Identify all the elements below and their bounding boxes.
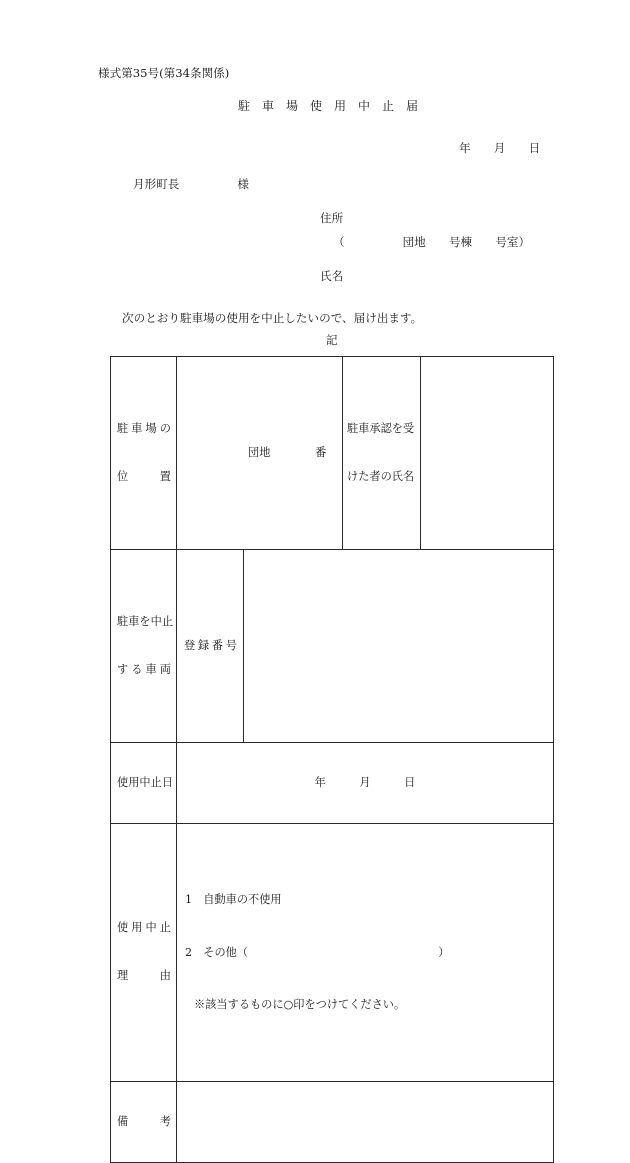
label-char: を	[139, 615, 151, 628]
label-char: 備	[117, 1114, 129, 1128]
label-char: 置	[159, 470, 171, 483]
reason-note: ※該当するものに○印をつけてください。	[194, 998, 406, 1011]
address-detail: （ 団地 号棟 号室）	[333, 235, 531, 249]
label-char: 録	[197, 639, 210, 652]
table-row-vehicle	[111, 550, 554, 743]
label-char: 止	[161, 615, 174, 628]
location-label-line2	[117, 469, 171, 485]
label-char: の	[159, 422, 171, 435]
vehicle-label-cell	[111, 550, 177, 743]
name-label: 氏名	[320, 269, 344, 283]
document-title: 駐 車 場 使 用 中 止 届	[238, 99, 419, 113]
label-char: 止	[150, 776, 162, 789]
approval-label-line2: けた者の氏名	[347, 470, 415, 483]
remarks-label-cell	[111, 1081, 177, 1162]
reason-options-cell	[177, 824, 554, 1082]
registration-label-cell	[177, 550, 244, 743]
submission-date: 年 月 日	[459, 141, 541, 155]
label-char: 日	[161, 776, 174, 789]
label-char: 車	[145, 663, 157, 676]
label-char: 号	[225, 639, 237, 652]
approval-label-line1: 駐車承認を受	[347, 422, 415, 435]
label-char: 番	[211, 639, 224, 652]
remarks-field	[177, 1081, 554, 1162]
label-char: 駐	[117, 615, 129, 628]
label-char: 使	[117, 921, 129, 935]
reason-option-1: 1 自動車の不使用	[185, 893, 282, 906]
ki-heading: 記	[326, 333, 338, 347]
label-char: 位	[117, 470, 129, 483]
label-char: 登	[184, 639, 196, 652]
vehicle-label-line2	[117, 662, 171, 678]
reason-option-2: 2 その他（ ）	[185, 945, 450, 959]
label-char: 場	[145, 422, 157, 435]
addressee: 月形町長 様	[133, 177, 249, 191]
label-char: 由	[159, 969, 171, 983]
label-char: 中	[145, 921, 157, 935]
stop-date-label	[117, 775, 174, 791]
location-value: 団地 番	[248, 446, 327, 459]
label-char: 用	[128, 776, 140, 789]
label-char: 中	[150, 615, 162, 628]
stop-date-label-cell	[111, 743, 177, 824]
label-char: 考	[159, 1114, 171, 1128]
table-row-stop-date	[111, 743, 554, 824]
table-row-reason	[111, 824, 554, 1082]
registration-number-field	[244, 550, 554, 743]
address-label: 住所	[320, 211, 344, 225]
location-label-cell	[111, 357, 177, 550]
label-char: 理	[117, 969, 129, 983]
label-char: 駐	[117, 422, 129, 435]
remarks-label	[117, 1114, 171, 1130]
reason-label-line1	[117, 920, 171, 936]
label-char: 使	[117, 776, 129, 789]
label-char: 両	[159, 663, 171, 676]
reason-label-line2	[117, 968, 171, 984]
registration-label	[184, 638, 237, 654]
label-char: 用	[131, 921, 143, 935]
notification-table	[110, 356, 554, 1163]
table-row-remarks	[111, 1081, 554, 1162]
table-row-location	[111, 357, 554, 550]
location-value-cell	[177, 357, 343, 550]
reason-label-cell	[111, 824, 177, 1082]
label-char: 車	[131, 422, 143, 435]
label-char: 中	[139, 776, 151, 789]
label-char: る	[131, 663, 143, 676]
approval-label-cell	[343, 357, 421, 550]
stop-date-value: 年 月 日	[177, 743, 554, 824]
vehicle-label-line1	[117, 614, 174, 630]
label-char: す	[117, 663, 129, 676]
label-char: 車	[128, 615, 140, 628]
statement: 次のとおり駐車場の使用を中止したいので、届け出ます。	[122, 311, 423, 325]
label-char: 止	[159, 921, 171, 935]
form-number: 様式第35号(第34条関係)	[98, 66, 230, 80]
approval-name-field	[421, 357, 554, 550]
location-label-line1	[117, 421, 171, 437]
